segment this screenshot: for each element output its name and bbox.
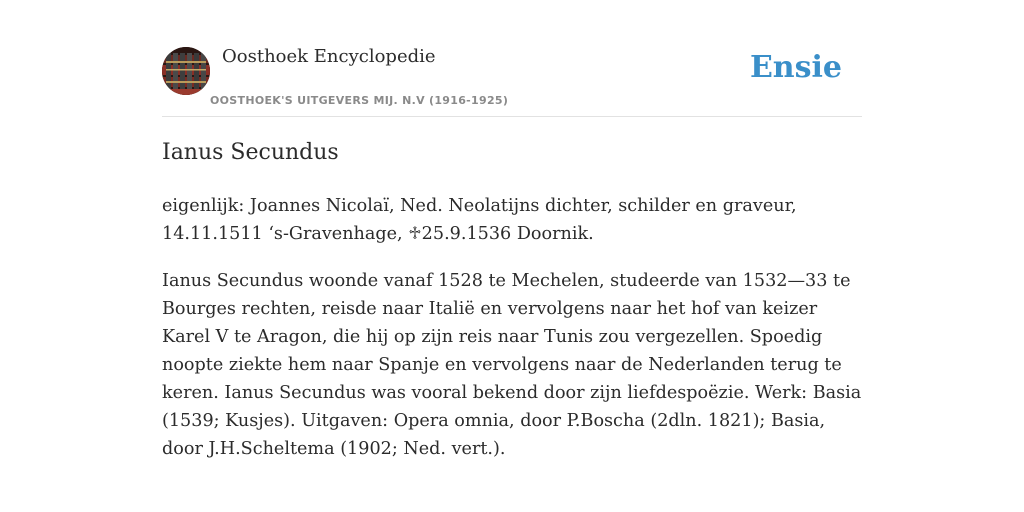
encyclopedia-books-icon[interactable]: [162, 47, 210, 95]
site-header: [162, 0, 862, 117]
site-name[interactable]: Oosthoek Encyclopedie: [222, 46, 436, 67]
brand-logo[interactable]: Ensie: [749, 50, 842, 85]
article-page: [162, 0, 862, 512]
publisher-label: OOSTHOEK'S UITGEVERS MIJ. N.V (1916-1925): [210, 94, 509, 107]
article-title: Ianus Secundus: [162, 140, 339, 165]
article-paragraph: Ianus Secundus woonde vanaf 1528 te Mechelen, studeerde van 1532—33 te Bourges rechten, reisde naar Italië en vervolgens naar het hof van keizer Karel V te Aragon, die hij op zijn reis naar Tunis zou vergezellen. Spoedig noopte ziekte hem naar Spanje en vervolgens naar de Nederlanden terug te keren. Ianus Secundus was vooral bekend door zijn liefdespoëzie. Werk: Basia (1539; Kusjes). Uitgaven: Opera omnia, door P.Boscha (2dln. 1821); Basia, door J.H.Scheltema (1902; Ned. vert.).: [162, 271, 862, 459]
article-paragraph: eigenlijk: Joannes Nicolaï, Ned. Neolatijns dichter, schilder en graveur, 14.11.1511 ‘s-Gravenhage, ♱25.9.1536 Doornik.: [162, 196, 797, 244]
